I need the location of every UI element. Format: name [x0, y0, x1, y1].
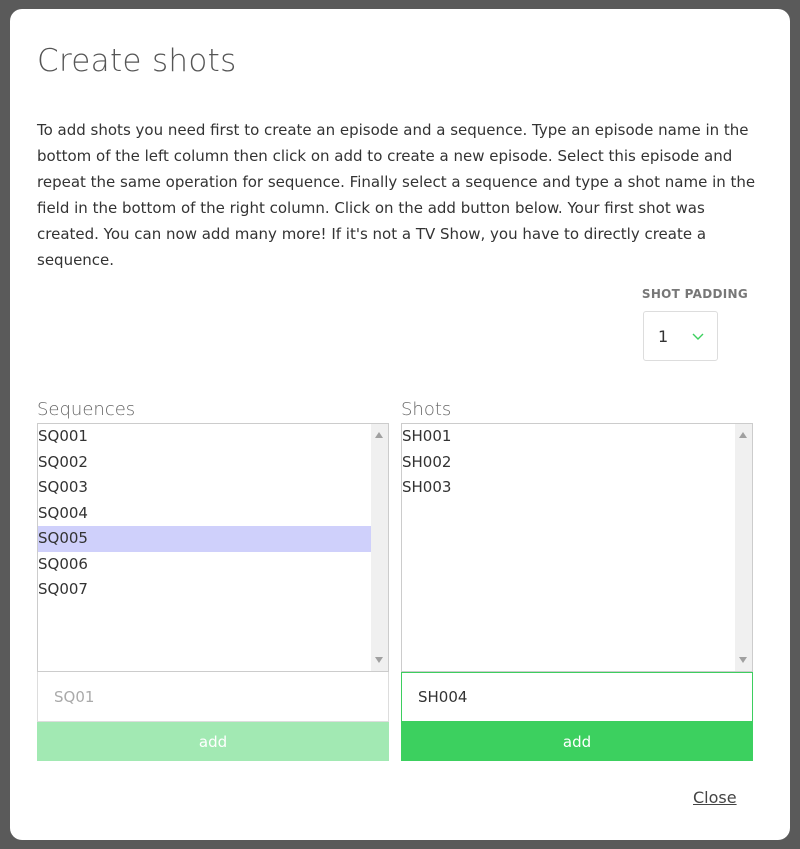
- sequence-list-item[interactable]: SQ004: [38, 503, 88, 522]
- modal-description: To add shots you need first to create an episode and a sequence. Type an episode name in the bottom of the left column then click on add to create a new episode. Select this episode and repeat the same operation for sequence. Finally select a sequence and type a shot name in the field in the bottom of the right column. Click on the add button below. Your first shot was created. You can now add many more! If it's not a TV Show, you have to directly create a sequence.: [37, 121, 756, 269]
- scroll-up-icon[interactable]: [739, 432, 747, 438]
- shot-padding-select[interactable]: [643, 311, 718, 361]
- scroll-down-icon[interactable]: [739, 657, 747, 663]
- sequences-scrollbar[interactable]: [371, 424, 388, 671]
- sequence-list-item[interactable]: SQ007: [38, 580, 88, 598]
- sequence-list-item[interactable]: SQ001: [38, 427, 88, 445]
- sequence-name-input[interactable]: [37, 672, 389, 722]
- shot-name-input[interactable]: [401, 672, 753, 722]
- sequence-list-item[interactable]: SQ005: [38, 526, 371, 552]
- shot-list-item[interactable]: SH003: [402, 478, 452, 496]
- sequence-list-item[interactable]: SQ003: [38, 478, 88, 496]
- shots-column: [401, 397, 753, 761]
- create-shots-modal: [10, 9, 790, 840]
- shots-list-items: [402, 424, 735, 501]
- sequence-list-item[interactable]: SQ006: [38, 554, 88, 573]
- sequences-list-items: [38, 424, 371, 603]
- sequences-label: Sequences: [37, 399, 136, 420]
- scroll-up-icon[interactable]: [375, 432, 383, 438]
- close-link[interactable]: Close: [693, 788, 737, 807]
- modal-title: Create shots: [37, 43, 237, 79]
- shots-label: Shots: [401, 399, 452, 420]
- add-sequence-button[interactable]: add: [37, 722, 389, 761]
- sequences-list[interactable]: [37, 423, 389, 672]
- shots-scrollbar[interactable]: [735, 424, 752, 671]
- shot-list-item[interactable]: SH002: [402, 452, 452, 471]
- sequences-column: [37, 397, 389, 761]
- shot-padding-label: SHOT PADDING: [641, 287, 748, 301]
- sequence-list-item[interactable]: SQ002: [38, 452, 88, 471]
- add-shot-button[interactable]: add: [401, 722, 753, 761]
- chevron-down-icon: [691, 329, 705, 343]
- scroll-down-icon[interactable]: [375, 657, 383, 663]
- shots-list[interactable]: [401, 423, 753, 672]
- shot-list-item[interactable]: SH001: [402, 427, 452, 445]
- shot-padding-value: 1: [658, 327, 669, 346]
